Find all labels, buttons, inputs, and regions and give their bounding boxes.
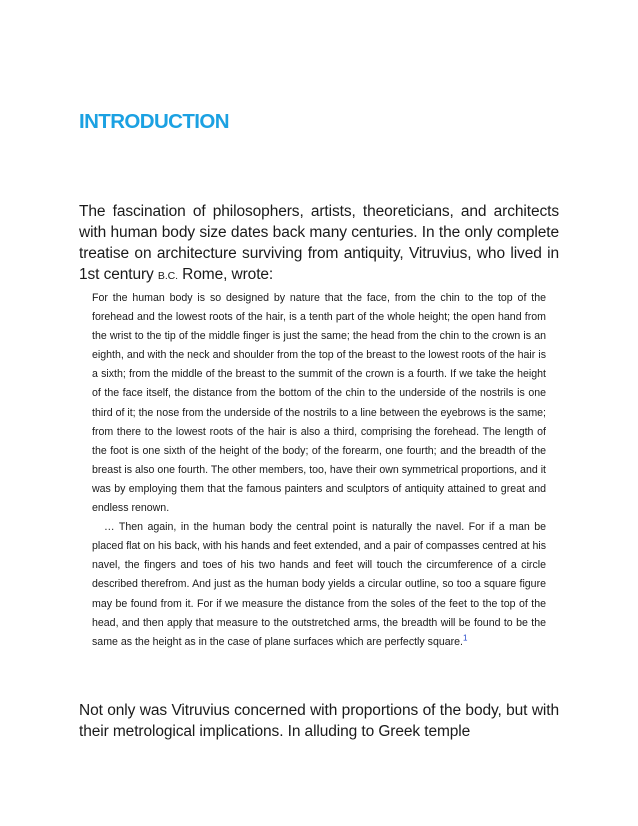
quote-paragraph-2-text: … Then again, in the human body the central point is naturally the navel. For if a man be placed flat on his back, with his hands and feet extended, and a pair of compasses centred at his navel, the fingers and toes of his two hands and feet will touch the circumference of a circle described therefrom. And just as the human body yields a circular outline, so too a square figure may be found from it. For if we measure the distance from the soles of the feet to the top of the head, and then apply that measure to the outstretched arms, the breadth will be found to be the same as the height as in the case of plane surfaces which are perfectly square. bbox=[92, 521, 546, 648]
quote-paragraph-2 bbox=[92, 518, 546, 652]
footnote-link[interactable]: 1 bbox=[463, 633, 468, 643]
lead-paragraph bbox=[79, 201, 559, 287]
closing-paragraph: Not only was Vitruvius concerned with proportions of the body, but with their metrological implications. In alluding to Greek temple bbox=[79, 702, 559, 740]
era-abbreviation: B.C. bbox=[157, 270, 178, 282]
page-title: INTRODUCTION bbox=[79, 110, 229, 133]
lead-text-before: The fascination of philosophers, artists, theoreticians, and architects with human body size dates back many centuries. In the only complete treatise on architecture surviving from antiquity, Vitruvius, who lived in 1st century bbox=[79, 203, 559, 283]
lead-text-after: Rome, wrote: bbox=[177, 266, 274, 283]
block-quote bbox=[92, 289, 546, 652]
quote-paragraph-1: For the human body is so designed by nature that the face, from the chin to the top of the forehead and the lowest roots of the hair, is a tenth part of the whole height; the open hand from the wrist to the tip of the middle finger is just the same; the head from the chin to the crown is an eighth, and with the neck and shoulder from the top of the breast to the lowest roots of the hair is a sixth; from the middle of the breast to the summit of the crown is a fourth. If we take the height of the face itself, the distance from the bottom of the chin to the underside of the nostrils is one third of it; the nose from the underside of the nostrils to a line between the eyebrows is the same; from there to the lowest roots of the hair is also a third, comprising the forehead. The length of the foot is one sixth of the height of the body; of the forearm, one fourth; and the breadth of the breast is also one fourth. The other members, too, have their own symmetrical proportions, and it was by employing them that the famous painters and sculptors of antiquity attained to great and endless renown. bbox=[92, 292, 546, 515]
